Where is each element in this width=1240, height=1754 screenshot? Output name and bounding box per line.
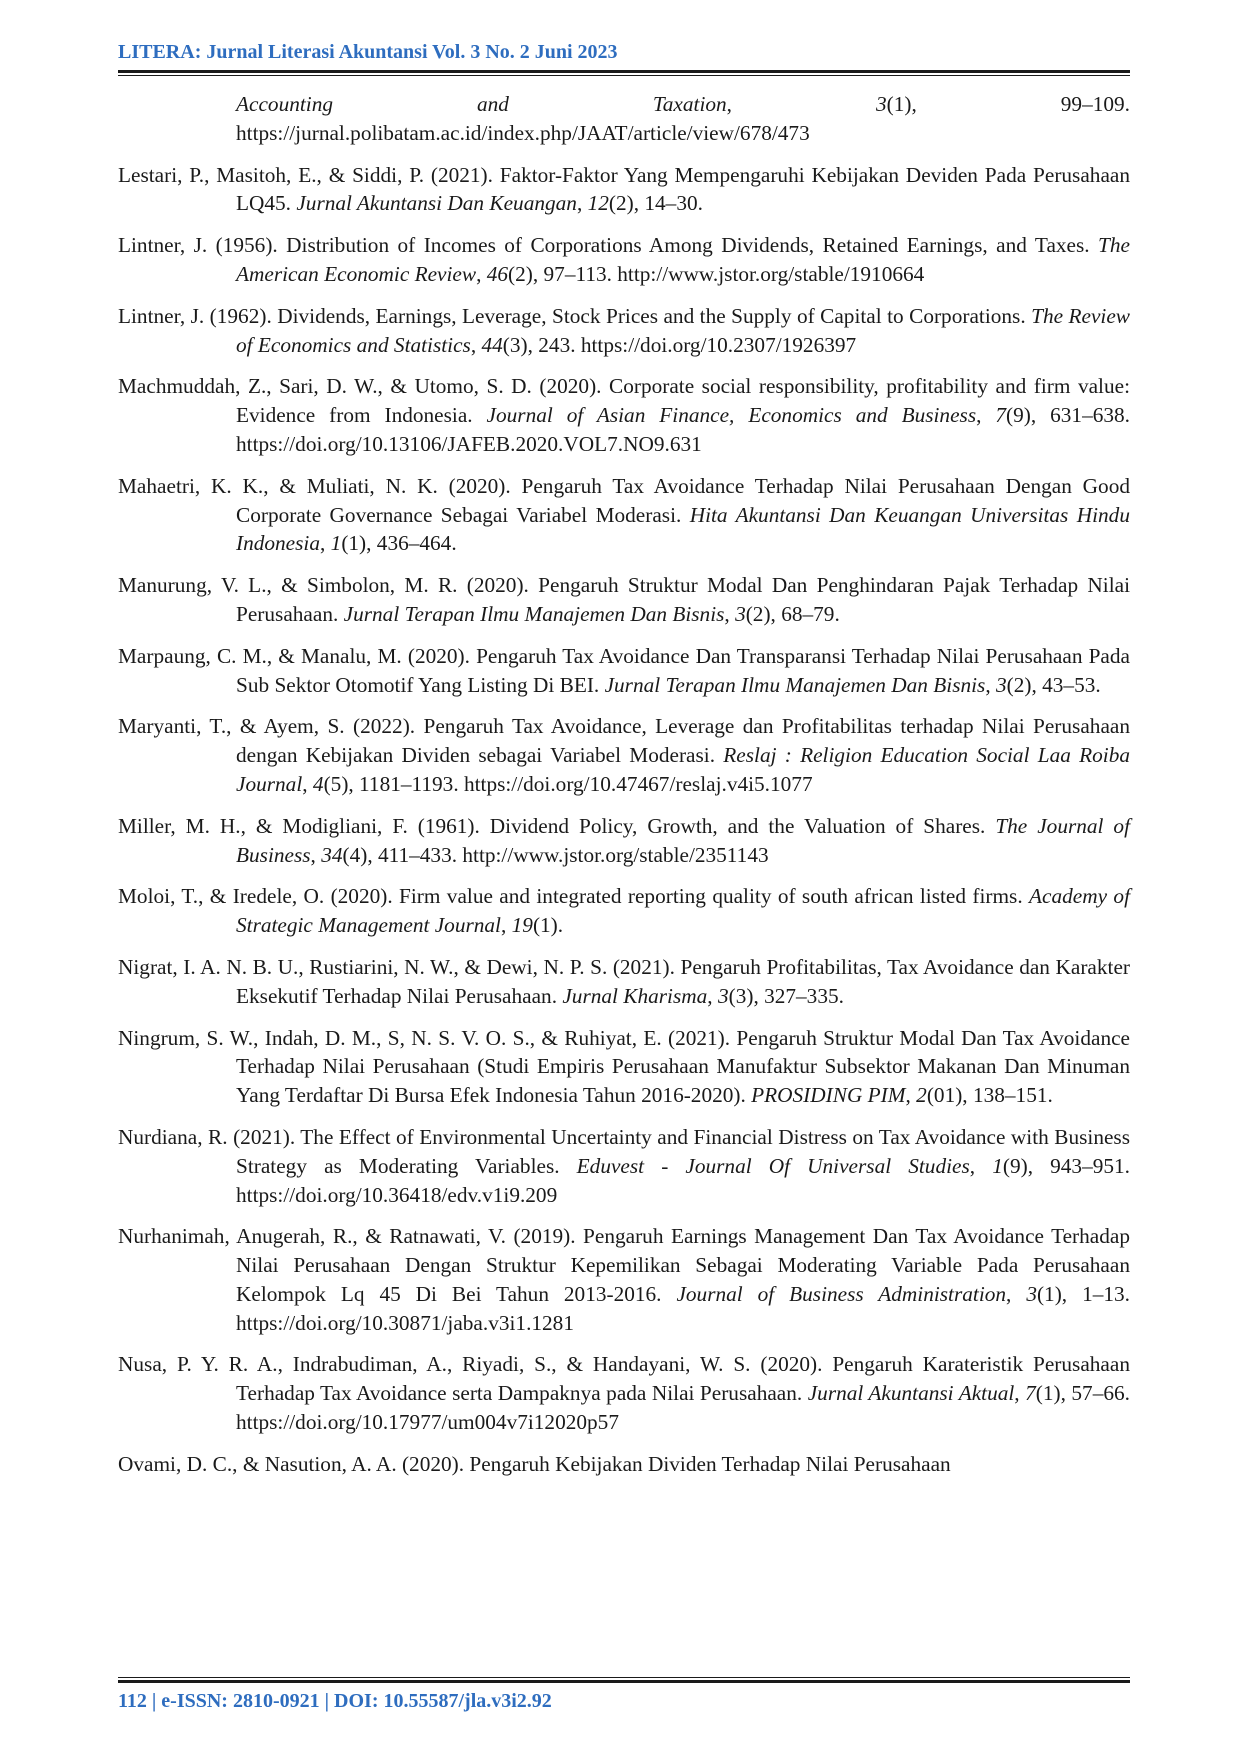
- reference-entry: [118, 372, 1130, 458]
- reference-rest: (9), 631–638. https://doi.org/10.13106/JAFEB.2020.VOL7.NO9.631: [236, 403, 1130, 456]
- page-footer: 112 | e-ISSN: 2810-0921 | DOI: 10.55587/jla.v3i2.92: [118, 1690, 552, 1712]
- reference-it: Accounting and Taxation: [236, 92, 727, 116]
- reference-pre: Nigrat, I. A. N. B. U., Rustiarini, N. W., & Dewi, N. P. S. (2021). Pengaruh Profitabilitas, Tax Avoidance dan Karakter Eksekutif Terhadap Nilai Perusahaan.: [118, 954, 1130, 1008]
- reference-vol: 3: [996, 672, 1007, 697]
- reference-post: ,: [985, 672, 996, 697]
- reference-list: [118, 90, 1130, 1492]
- reference-post: ,: [1014, 1381, 1026, 1406]
- reference-post: ,: [320, 531, 331, 556]
- reference-post: ,: [470, 332, 482, 357]
- reference-vol: 7: [995, 403, 1007, 428]
- reference-pre: Moloi, T., & Iredele, O. (2020). Firm value and integrated reporting quality of south african listed firms.: [118, 884, 1030, 909]
- reference-vol: 3: [1026, 1281, 1037, 1306]
- reference-pre: Manurung, V. L., & Simbolon, M. R. (2020). Pengaruh Struktur Modal Dan Penghindaran Pajak Terhadap Nilai Perusahaan.: [118, 573, 1130, 626]
- reference-vol: 1: [330, 531, 342, 556]
- reference-rest: (1), 1–13. https://doi.org/10.30871/jaba.v3i1.1281: [236, 1281, 1130, 1335]
- reference-pre: Marpaung, C. M., & Manalu, M. (2020). Pengaruh Tax Avoidance Dan Transparansi Terhadap Nilai Perusahaan Pada Sub Sektor Otomotif Yang Listing Di BEI.: [118, 643, 1130, 697]
- reference-it: Jurnal Kharisma: [562, 983, 708, 1008]
- reference-it: Jurnal Terapan Ilmu Manajemen Dan Bisnis: [604, 672, 986, 697]
- reference-it: Jurnal Terapan Ilmu Manajemen Dan Bisnis: [343, 601, 725, 626]
- reference-it: Journal of Asian Finance, Economics and Business: [486, 403, 977, 428]
- reference-rest: (2), 14–30.: [608, 191, 703, 216]
- reference-pre: Ningrum, S. W., Indah, D. M., S, N. S. V. O. S., & Ruhiyat, E. (2021). Pengaruh Struktur Modal Dan Tax Avoidance Terhadap Nilai Perusahaan (Studi Empiris Perusahaan Manufaktur Subsektor Makanan Dan Minuman Yang Terdaftar Di Bursa Efek Indonesia Tahun 2016-2020).: [118, 1025, 1130, 1108]
- reference-entry: [118, 712, 1130, 798]
- reference-it: Jurnal Akuntansi Aktual: [807, 1381, 1015, 1406]
- reference-post: ,: [302, 771, 313, 796]
- reference-pre: Mahaetri, K. K., & Muliati, N. K. (2020). Pengaruh Tax Avoidance Terhadap Nilai Perusahaan Dengan Good Corporate Governance Sebagai Variabel Moderasi.: [118, 473, 1130, 527]
- reference-it: Hita Akuntansi Dan Keuangan Universitas Hindu Indonesia: [236, 502, 1130, 556]
- reference-entry: [118, 472, 1130, 558]
- reference-vol: 34: [321, 842, 343, 867]
- reference-pre: Lintner, J. (1956). Distribution of Incomes of Corporations Among Dividends, Retained Earnings, and Taxes.: [118, 233, 1099, 258]
- reference-vol: 19: [511, 913, 533, 938]
- reference-rest: (1).: [532, 913, 564, 938]
- reference-entry: [118, 302, 1130, 360]
- reference-rest: (1), 57–66. https://doi.org/10.17977/um004v7i12020p57: [236, 1381, 1130, 1435]
- reference-rest: (2), 97–113. http://www.jstor.org/stable/1910664: [508, 261, 925, 286]
- reference-post: ,: [724, 601, 736, 626]
- reference-rest: (01), 138–151.: [926, 1083, 1053, 1108]
- reference-vol: 4: [312, 771, 324, 796]
- reference-pre: Nusa, P. Y. R. A., Indrabudiman, A., Riyadi, S., & Handayani, W. S. (2020). Pengaruh Karateristik Perusahaan Terhadap Tax Avoidance serta Dampaknya pada Nilai Perusahaan.: [118, 1352, 1130, 1406]
- header-rule: [118, 70, 1130, 76]
- reference-rest: (1), 436–464.: [341, 531, 457, 556]
- reference-rest: (3), 327–335.: [728, 983, 844, 1008]
- reference-post: ,: [969, 1153, 993, 1178]
- footer-rule: [118, 1677, 1130, 1683]
- reference-post: ,: [726, 92, 876, 116]
- reference-it: The Journal of Business: [236, 813, 1130, 867]
- reference-entry: [118, 1024, 1130, 1110]
- reference-pre: Machmuddah, Z., Sari, D. W., & Utomo, S. D. (2020). Corporate social responsibility, profitability and firm value: Evidence from Indonesia.: [118, 374, 1130, 428]
- reference-it: The American Economic Review: [236, 233, 1130, 286]
- reference-post: ,: [707, 983, 718, 1008]
- reference-entry: [118, 1450, 1130, 1479]
- reference-entry: [118, 642, 1130, 700]
- reference-rest: (4), 411–433. http://www.jstor.org/stable/2351143: [342, 842, 769, 867]
- reference-vol: 1: [992, 1153, 1003, 1178]
- reference-pre: Miller, M. H., & Modigliani, F. (1961). Dividend Policy, Growth, and the Valuation of Shares.: [118, 813, 996, 838]
- reference-post: ,: [476, 261, 487, 286]
- reference-pre: Nurdiana, R. (2021). The Effect of Environmental Uncertainty and Financial Distress on Tax Avoidance with Business Strategy as Moderating Variables.: [118, 1124, 1130, 1178]
- reference-pre: Ovami, D. C., & Nasution, A. A. (2020). Pengaruh Kebijakan Dividen Terhadap Nilai Perusahaan: [118, 1451, 951, 1476]
- reference-entry: [118, 571, 1130, 629]
- reference-pre: Lestari, P., Masitoh, E., & Siddi, P. (2021). Faktor-Faktor Yang Mempengaruhi Kebijakan Deviden Pada Perusahaan LQ45.: [118, 162, 1130, 216]
- reference-entry: [118, 812, 1130, 870]
- reference-vol: 12: [587, 191, 609, 216]
- reference-vol: 2: [916, 1083, 927, 1108]
- reference-rest: (2), 43–53.: [1006, 672, 1101, 697]
- reference-rest: (1), 99–109. https://jurnal.polibatam.ac.id/index.php/JAAT/article/view/678/473: [236, 92, 1130, 145]
- reference-entry: [118, 1123, 1130, 1209]
- reference-vol: 46: [486, 261, 509, 286]
- reference-it: Journal of Business Administration: [676, 1281, 1007, 1306]
- reference-post: ,: [976, 403, 996, 428]
- reference-entry: [118, 1350, 1130, 1436]
- reference-vol: 7: [1025, 1381, 1036, 1406]
- reference-post: ,: [905, 1083, 917, 1108]
- reference-post: ,: [310, 842, 322, 867]
- reference-entry: [118, 161, 1130, 219]
- reference-it: The Review of Economics and Statistics: [236, 303, 1130, 357]
- reference-it: Eduvest - Journal Of Universal Studies: [576, 1153, 970, 1178]
- reference-pre: Nurhanimah, Anugerah, R., & Ratnawati, V. (2019). Pengaruh Earnings Management Dan Tax Avoidance Terhadap Nilai Perusahaan Dengan Struktur Kepemilikan Sebagai Moderating Variable Pada Perusahaan Kelompok Lq 45 Di Bei Tahun 2013-2016.: [118, 1224, 1130, 1306]
- running-header: LITERA: Jurnal Literasi Akuntansi Vol. 3 No. 2 Juni 2023: [118, 41, 618, 63]
- reference-it: Reslaj : Religion Education Social Laa Roiba Journal: [236, 743, 1130, 796]
- reference-pre: Maryanti, T., & Ayem, S. (2022). Pengaruh Tax Avoidance, Leverage dan Profitabilitas terhadap Nilai Perusahaan dengan Kebijakan Dividen sebagai Variabel Moderasi.: [118, 714, 1130, 768]
- reference-entry: [118, 882, 1130, 940]
- reference-it: Jurnal Akuntansi Dan Keuangan: [296, 191, 577, 216]
- reference-pre: Lintner, J. (1962). Dividends, Earnings, Leverage, Stock Prices and the Supply of Capital to Corporations.: [118, 303, 1032, 328]
- reference-post: ,: [500, 913, 512, 938]
- reference-rest: (2), 68–79.: [745, 601, 840, 626]
- reference-vol: 3: [735, 601, 746, 626]
- reference-post: ,: [576, 191, 588, 216]
- reference-entry: [118, 953, 1130, 1011]
- reference-vol: 44: [481, 332, 503, 357]
- reference-rest: (5), 1181–1193. https://doi.org/10.47467/reslaj.v4i5.1077: [323, 771, 813, 796]
- reference-rest: (9), 943–951. https://doi.org/10.36418/edv.v1i9.209: [236, 1153, 1130, 1207]
- reference-vol: 3: [875, 92, 887, 116]
- reference-rest: (3), 243. https://doi.org/10.2307/1926397: [502, 332, 857, 357]
- reference-it: Academy of Strategic Management Journal: [236, 884, 1130, 938]
- reference-vol: 3: [717, 983, 729, 1008]
- reference-post: ,: [1006, 1281, 1027, 1306]
- reference-entry: [118, 1222, 1130, 1337]
- reference-entry: [118, 90, 1130, 148]
- reference-entry: [118, 231, 1130, 289]
- reference-it: PROSIDING PIM: [751, 1083, 906, 1108]
